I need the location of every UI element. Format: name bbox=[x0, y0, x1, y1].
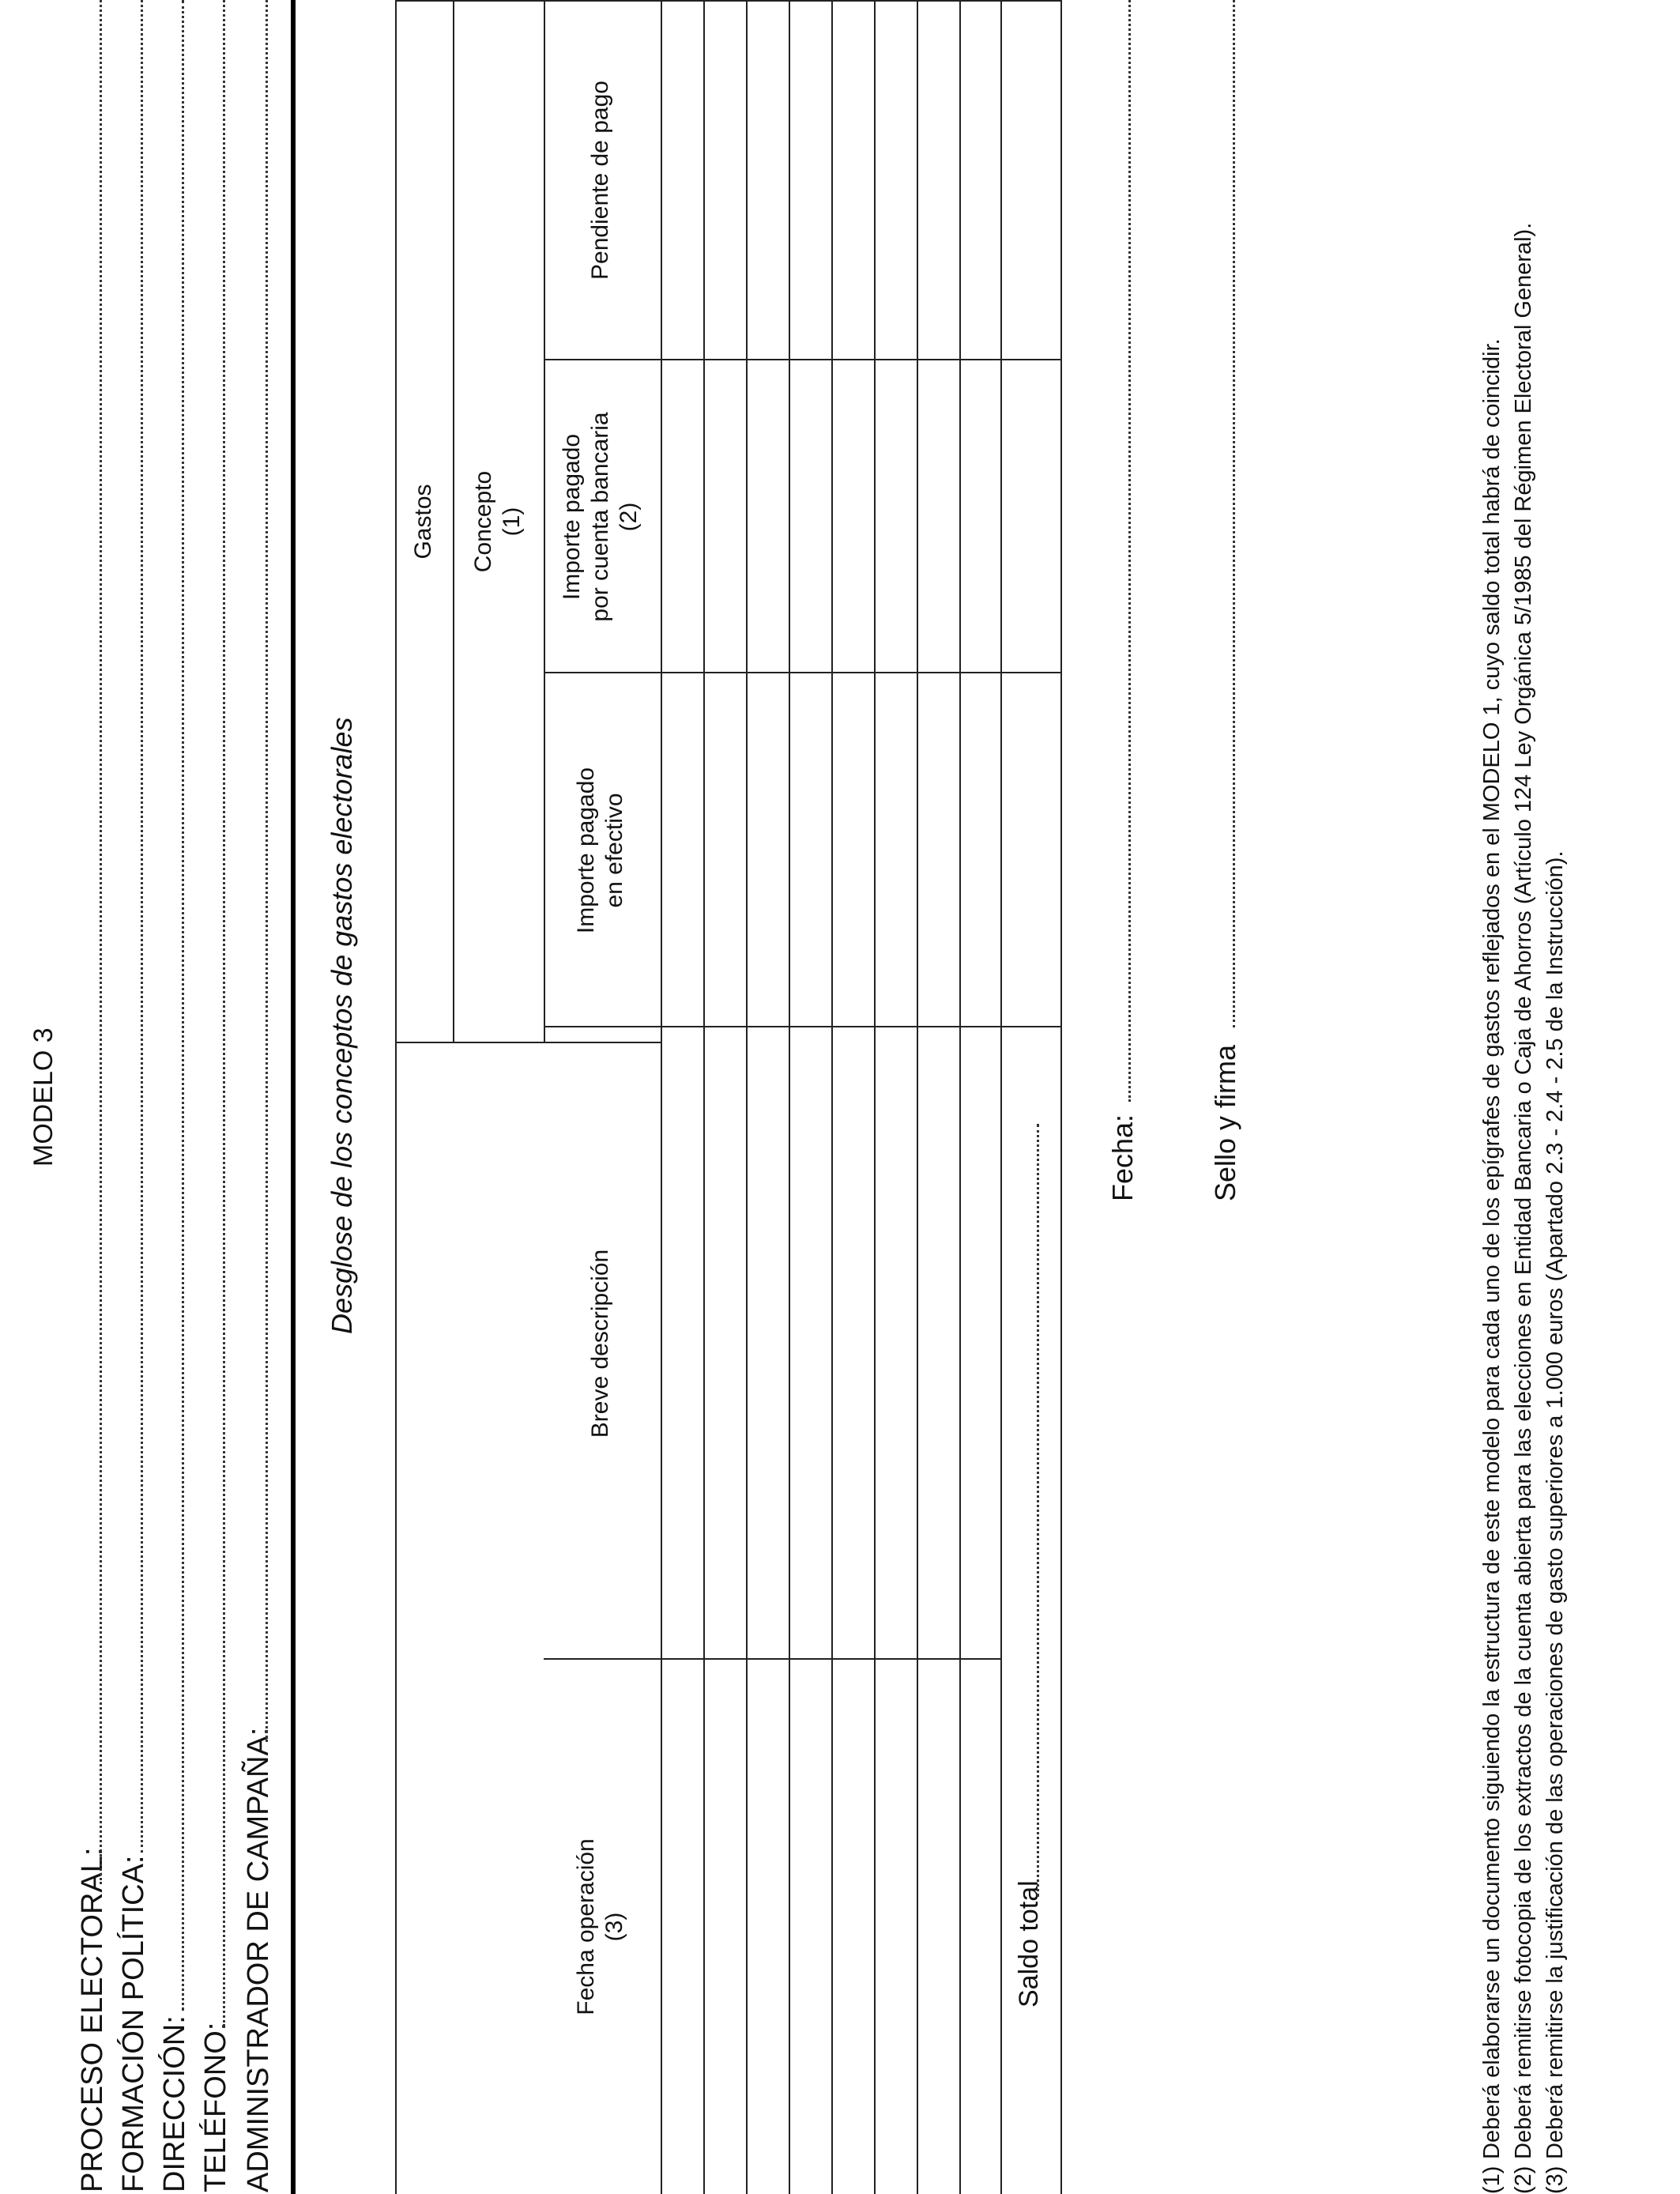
field-line-administrador[interactable] bbox=[266, 0, 268, 1742]
header-efectivo-line2: en efectivo bbox=[601, 793, 627, 908]
table-line-gastos bbox=[453, 0, 454, 1043]
table-line-header bbox=[661, 0, 662, 2194]
header-importe-efectivo bbox=[572, 673, 629, 1027]
saldo-total-line[interactable] bbox=[1037, 1124, 1039, 1897]
header-fecha-operacion bbox=[572, 1660, 629, 2194]
footnote-3-text: Deberá remitirse la justificación de las operaciones de gasto superiores a 1.000 euros (Apartado 2.3 - 2.4 - 2.5 de la Instrucción). bbox=[1543, 850, 1568, 2159]
table-line-row-5 bbox=[874, 0, 876, 2194]
table-line-row-7 bbox=[959, 0, 961, 2194]
header-bancaria-line3: (2) bbox=[616, 502, 642, 532]
field-label-direccion: DIRECCIÓN: bbox=[158, 2015, 191, 2192]
table-line-row-2 bbox=[746, 0, 748, 2194]
form-title: MODELO 3 bbox=[28, 1027, 58, 1167]
header-concepto-line1: Concepto bbox=[470, 470, 496, 573]
footnote-1-number: (1) bbox=[1479, 2166, 1505, 2194]
header-gastos: Gastos bbox=[410, 484, 436, 560]
footnote-1-text: Deberá elaborarse un documento siguiendo la estructura de este modelo para cada uno de los epígrafes de gastos reflejados en el MODELO 1, cuyo saldo total habrá de coincidir. bbox=[1479, 338, 1505, 2159]
header-fecha-line2: (3) bbox=[601, 1912, 627, 1942]
header-bancaria-line1: Importe pagado bbox=[559, 433, 585, 601]
header-fecha-line1: Fecha operación bbox=[573, 1838, 599, 2015]
footnote-3 bbox=[1543, 850, 1569, 2194]
header-concepto-line2: (1) bbox=[499, 507, 525, 537]
header-descripcion-line1: Breve descripción bbox=[587, 1249, 613, 1438]
header-bancaria-line2: por cuenta bancaria bbox=[587, 412, 613, 622]
field-line-direccion[interactable] bbox=[182, 0, 184, 2011]
firma-label: Sello y firma bbox=[1209, 1044, 1241, 1201]
header-pendiente-line1: Pendiente de pago bbox=[587, 81, 613, 280]
firma-line[interactable] bbox=[1233, 0, 1235, 1027]
footnote-3-number: (3) bbox=[1543, 2166, 1568, 2194]
saldo-total-label: Saldo total bbox=[1014, 1880, 1044, 2007]
field-line-telefono[interactable] bbox=[223, 0, 225, 2026]
table-line-row-4 bbox=[831, 0, 833, 2194]
table-line-row-3 bbox=[789, 0, 790, 2194]
section-divider bbox=[291, 0, 296, 2194]
table-line-row-6 bbox=[917, 0, 918, 2194]
footnote-2-text: Deberá remitirse fotocopia de los extractos de la cuenta abierta para las elecciones en Entidad Bancaria o Caja de Ahorros (Artículo 124 Ley Orgánica 5/1985 del Régimen Electoral General). bbox=[1511, 222, 1536, 2159]
fecha-line[interactable] bbox=[1128, 0, 1131, 1102]
table-line-row-1 bbox=[703, 0, 705, 2194]
field-label-administrador: ADMINISTRADOR DE CAMPAÑA: bbox=[242, 1727, 275, 2192]
header-efectivo-line1: Importe pagado bbox=[573, 767, 599, 934]
table-line-concepto bbox=[544, 0, 545, 1043]
header-concepto bbox=[469, 0, 526, 1043]
footnote-2 bbox=[1511, 223, 1537, 2194]
table-line-row-8 bbox=[1000, 0, 1002, 2194]
footnote-2-number: (2) bbox=[1511, 2166, 1536, 2194]
header-breve-descripcion bbox=[586, 1027, 615, 1660]
field-label-telefono: TELÉFONO: bbox=[199, 2022, 232, 2192]
header-pendiente-pago bbox=[586, 0, 615, 360]
field-line-proceso[interactable] bbox=[100, 0, 102, 1884]
footnote-1 bbox=[1479, 338, 1505, 2194]
header-importe-cuenta-bancaria bbox=[558, 360, 643, 673]
table-title: Desglose de los conceptos de gastos electorales bbox=[326, 717, 358, 1334]
table-border-bottom bbox=[1060, 0, 1062, 2194]
field-label-formacion: FORMACIÓN POLÍTICA: bbox=[117, 1855, 150, 2192]
field-line-formacion[interactable] bbox=[141, 0, 143, 1853]
fecha-label: Fecha: bbox=[1106, 1114, 1139, 1201]
table-border-top bbox=[395, 0, 397, 2194]
field-label-proceso: PROCESO ELECTORAL: bbox=[76, 1847, 109, 2192]
